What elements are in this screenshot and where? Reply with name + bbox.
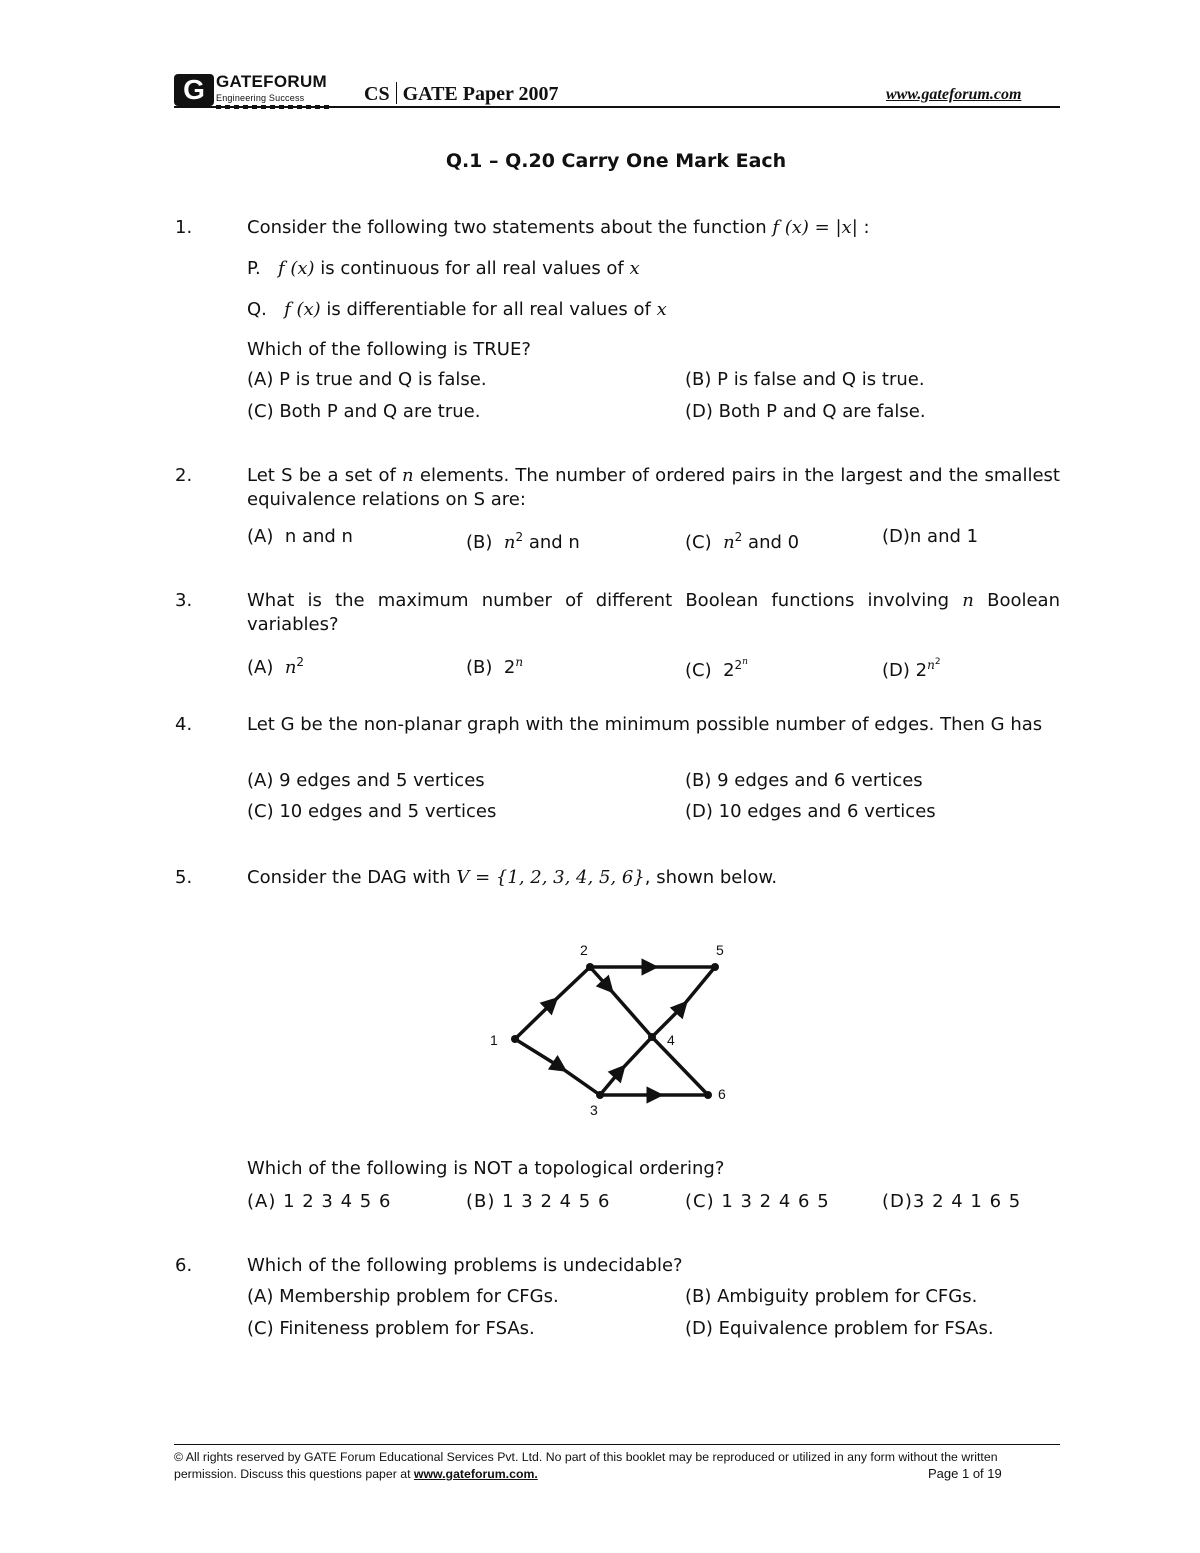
page-number: Page 1 of 19 — [928, 1466, 1002, 1481]
option-c[interactable]: (C) Both P and Q are true. — [247, 401, 481, 422]
option-b[interactable]: (B) $n^2$ and n — [466, 530, 580, 553]
node-label-5: 5 — [716, 942, 724, 958]
question-number: 2. — [175, 465, 193, 486]
logo-name: GATEFORUM — [216, 72, 327, 91]
logo-mark: G — [174, 74, 214, 106]
edge-4-5 — [652, 967, 715, 1037]
dag-diagram — [480, 935, 740, 1125]
question-stem: Consider the following two statements about the function f (x) = |x| : — [247, 217, 870, 238]
option-d[interactable]: (D)n and 1 — [882, 526, 979, 547]
edge-3-4 — [600, 1037, 652, 1095]
question-number: 5. — [175, 867, 193, 888]
node-label-1: 1 — [490, 1032, 498, 1048]
question-number: 6. — [175, 1255, 193, 1276]
option-b[interactable]: (B) 2$^n$ — [466, 655, 524, 678]
node-4 — [648, 1033, 656, 1041]
question-number: 4. — [175, 714, 193, 735]
edge-4-6 — [652, 1037, 708, 1095]
footer-link[interactable]: www.gateforum.com. — [413, 1467, 538, 1481]
question-stem: Consider the DAG with V = {1, 2, 3, 4, 5, 6}, shown below. — [247, 867, 778, 888]
node-5 — [711, 963, 719, 971]
option-a[interactable]: (A) 1 2 3 4 5 6 — [247, 1191, 392, 1212]
section-title: Q.1 – Q.20 Carry One Mark Each — [445, 150, 787, 172]
question-stem: Let G be the non-planar graph with the minimum possible number of edges. Then G has — [247, 714, 1043, 735]
edge-2-4 — [590, 967, 652, 1037]
paper-title: CS GATE Paper 2007 — [364, 83, 559, 105]
option-c[interactable]: (C) 10 edges and 5 vertices — [247, 801, 497, 822]
option-d[interactable]: (D) 10 edges and 6 vertices — [685, 801, 936, 822]
option-d[interactable]: (D) $2^{n^2}$ — [882, 657, 941, 681]
node-label-4: 4 — [667, 1032, 675, 1048]
option-d[interactable]: (D) Both P and Q are false. — [685, 401, 926, 422]
question-prompt: Which of the following is TRUE? — [247, 339, 531, 360]
option-a[interactable]: (A) 9 edges and 5 vertices — [247, 770, 485, 791]
option-c[interactable]: (C) $n^2$ and 0 — [685, 530, 800, 553]
node-1 — [511, 1035, 519, 1043]
option-b[interactable]: (B) P is false and Q is true. — [685, 369, 925, 390]
option-c[interactable]: (C) $2^{2^n}$ — [685, 657, 748, 681]
option-c[interactable]: (C) 1 3 2 4 6 5 — [685, 1191, 830, 1212]
header-url[interactable]: www.gateforum.com — [886, 86, 1022, 103]
option-a[interactable]: (A) n and n — [247, 526, 353, 547]
question-stem: What is the maximum number of different Boolean functions involving n Boolean variables? — [247, 590, 1060, 635]
dag-edges — [515, 967, 715, 1095]
question-number: 1. — [175, 217, 193, 238]
footer-copyright: © All rights reserved by GATE Forum Educational Services Pvt. Ltd. No part of this booklet may be reproduced or utilized in any form without the written permission. Discuss this questions paper at www.gateforum.com. — [174, 1450, 998, 1481]
statement-p: P. f (x) is continuous for all real values of x — [247, 258, 640, 279]
node-6 — [704, 1091, 712, 1099]
logo-tagline: Engineering Success — [216, 93, 305, 103]
node-label-3: 3 — [590, 1102, 598, 1118]
statement-q: Q. f (x) is differentiable for all real values of x — [247, 299, 667, 320]
edge-1-3 — [515, 1039, 600, 1095]
question-number: 3. — [175, 590, 193, 611]
option-c[interactable]: (C) Finiteness problem for FSAs. — [247, 1318, 535, 1339]
option-b[interactable]: (B) Ambiguity problem for CFGs. — [685, 1286, 978, 1307]
option-d[interactable]: (D)3 2 4 1 6 5 — [882, 1191, 1022, 1212]
question-stem: Which of the following problems is undecidable? — [247, 1255, 683, 1276]
node-2 — [586, 963, 594, 971]
node-3 — [596, 1091, 604, 1099]
option-b[interactable]: (B) 9 edges and 6 vertices — [685, 770, 923, 791]
option-a[interactable]: (A) $n^2$ — [247, 655, 305, 678]
footer-rule — [174, 1444, 1060, 1445]
node-label-2: 2 — [580, 942, 588, 958]
edge-1-2 — [515, 967, 590, 1039]
question-stem: Let S be a set of n elements. The number of ordered pairs in the largest and the smallest equivalence relations on S are: — [247, 465, 1060, 510]
option-d[interactable]: (D) Equivalence problem for FSAs. — [685, 1318, 994, 1339]
node-label-6: 6 — [718, 1086, 726, 1102]
header-rule — [174, 106, 1060, 108]
question-prompt: Which of the following is NOT a topological ordering? — [247, 1158, 725, 1179]
option-b[interactable]: (B) 1 3 2 4 5 6 — [466, 1191, 611, 1212]
option-a[interactable]: (A) Membership problem for CFGs. — [247, 1286, 559, 1307]
option-a[interactable]: (A) P is true and Q is false. — [247, 369, 487, 390]
